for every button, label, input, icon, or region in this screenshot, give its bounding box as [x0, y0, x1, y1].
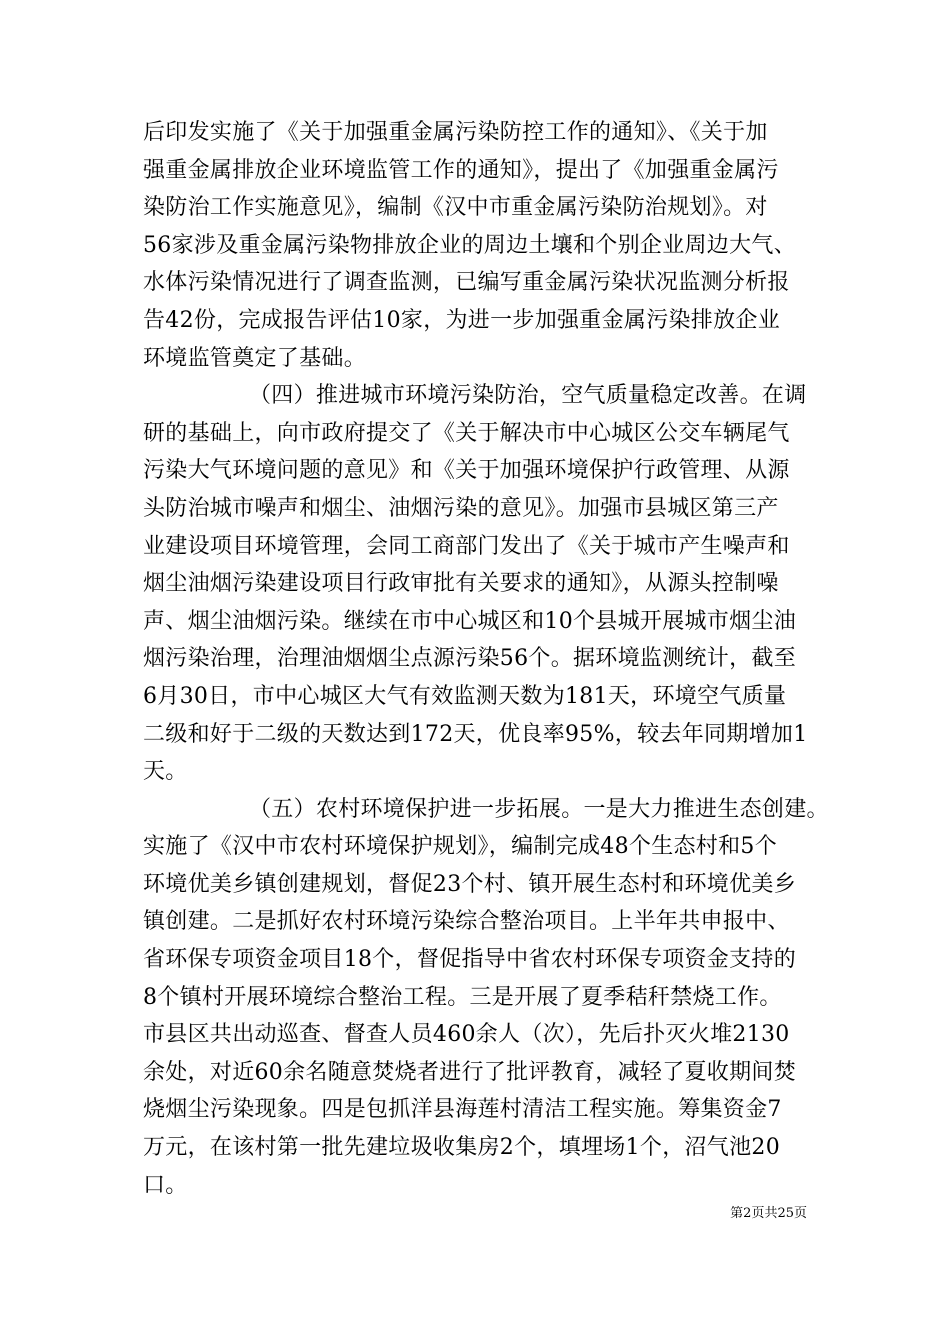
text-line: 天。 [143, 759, 188, 785]
text-line: 声、烟尘油烟污染。继续在市中心城区和10个县城开展城市烟尘油 [143, 608, 796, 634]
text-line: 水体污染情况进行了调查监测，已编写重金属污染状况监测分析报 [143, 270, 790, 296]
text-line: 强重金属排放企业环境监管工作的通知》，提出了《加强重金属污 [143, 157, 779, 183]
text-line: 口。 [143, 1172, 188, 1198]
text-line: 8个镇村开展环境综合整治工程。三是开展了夏季秸秆禁烧工作。 [143, 984, 782, 1010]
text-line: 二级和好于二级的天数达到172天，优良率95%，较去年同期增加1 [143, 721, 808, 747]
text-line: 余处，对近60余名随意焚烧者进行了批评教育，减轻了夏收期间焚 [143, 1059, 796, 1085]
text-line: 业建设项目环境管理，会同工商部门发出了《关于城市产生噪声和 [143, 533, 790, 559]
text-line: （四）推进城市环境污染防治，空气质量稳定改善。在调 [249, 383, 807, 409]
text-line: 环境优美乡镇创建规划，督促23个村、镇开展生态村和环境优美乡 [143, 871, 796, 897]
text-line: 万元，在该村第一批先建垃圾收集房2个，填埋场1个，沼气池20 [143, 1135, 780, 1161]
paragraph-heavy-metal-cont [143, 114, 807, 377]
text-line: 实施了《汉中市农村环境保护规划》，编制完成48个生态村和5个 [143, 834, 777, 860]
text-line: 污染大气环境问题的意见》和《关于加强环境保护行政管理、从源 [143, 458, 790, 484]
page-number-footer: 第2页共25页 [730, 1206, 807, 1221]
text-line: 省环保专项资金项目18个，督促指导中省农村环保专项资金支持的 [143, 947, 796, 973]
text-line: 烟污染治理，治理油烟烟尘点源污染56个。据环境监测统计，截至 [143, 646, 796, 672]
text-line: 染防治工作实施意见》，编制《汉中市重金属污染防治规划》。对 [143, 195, 768, 221]
text-line: 6月30日，市中心城区大气有效监测天数为181天，环境空气质量 [143, 683, 787, 709]
text-line: 告42份，完成报告评估10家，为进一步加强重金属污染排放企业 [143, 307, 780, 333]
text-line: 镇创建。二是抓好农村环境污染综合整治项目。上半年共申报中、 [143, 909, 790, 935]
paragraph-rural-environment [143, 791, 829, 1205]
text-line: 研的基础上，向市政府提交了《关于解决市中心城区公交车辆尾气 [143, 420, 790, 446]
paragraph-urban-pollution [143, 377, 807, 791]
text-line: 后印发实施了《关于加强重金属污染防控工作的通知》、《关于加 [143, 120, 768, 145]
text-line: 56家涉及重金属污染物排放企业的周边土壤和个别企业周边大气、 [143, 232, 796, 258]
text-line: 环境监管奠定了基础。 [143, 345, 367, 371]
text-line: 烟尘油烟污染建设项目行政审批有关要求的通知》，从源头控制噪 [143, 571, 779, 597]
text-line: （五）农村环境保护进一步拓展。一是大力推进生态创建。 [249, 796, 829, 822]
text-line: 头防治城市噪声和烟尘、油烟污染的意见》。加强市县城区第三产 [143, 495, 779, 521]
text-line: 市县区共出动巡查、督查人员460余人（次），先后扑灭火堆2130 [143, 1022, 790, 1048]
body-text [143, 114, 829, 1204]
text-line: 烧烟尘污染现象。四是包抓洋县海莲村清洁工程实施。筹集资金7 [143, 1097, 782, 1123]
